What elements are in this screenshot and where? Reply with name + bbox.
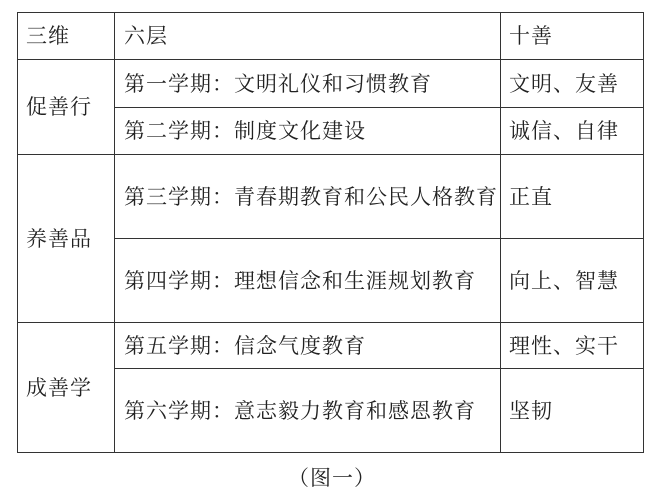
figure-caption: （图一）: [288, 466, 376, 490]
structure-table: [17, 12, 644, 453]
virtue-cell: 理性、实干: [501, 323, 644, 369]
layer-cell: 第一学期：文明礼仪和习惯教育: [115, 60, 501, 108]
header-dimension: 三维: [18, 13, 115, 60]
dimension-cell: 促善行: [18, 60, 115, 155]
virtue-cell: 向上、智慧: [501, 239, 644, 323]
table-row: [18, 323, 644, 369]
dimension-cell: 养善品: [18, 155, 115, 323]
layer-cell: 第二学期：制度文化建设: [115, 108, 501, 155]
virtue-cell: 正直: [501, 155, 644, 239]
table-row: [18, 60, 644, 108]
header-layer: 六层: [115, 13, 501, 60]
table-row: [18, 155, 644, 239]
layer-cell: 第五学期：信念气度教育: [115, 323, 501, 369]
dimension-cell: 成善学: [18, 323, 115, 453]
header-virtue: 十善: [501, 13, 644, 60]
layer-cell: 第六学期：意志毅力教育和感恩教育: [115, 369, 501, 453]
virtue-cell: 诚信、自律: [501, 108, 644, 155]
layer-cell: 第四学期：理想信念和生涯规划教育: [115, 239, 501, 323]
virtue-cell: 文明、友善: [501, 60, 644, 108]
layer-cell: 第三学期：青春期教育和公民人格教育: [115, 155, 501, 239]
virtue-cell: 坚韧: [501, 369, 644, 453]
header-row: [18, 13, 644, 60]
